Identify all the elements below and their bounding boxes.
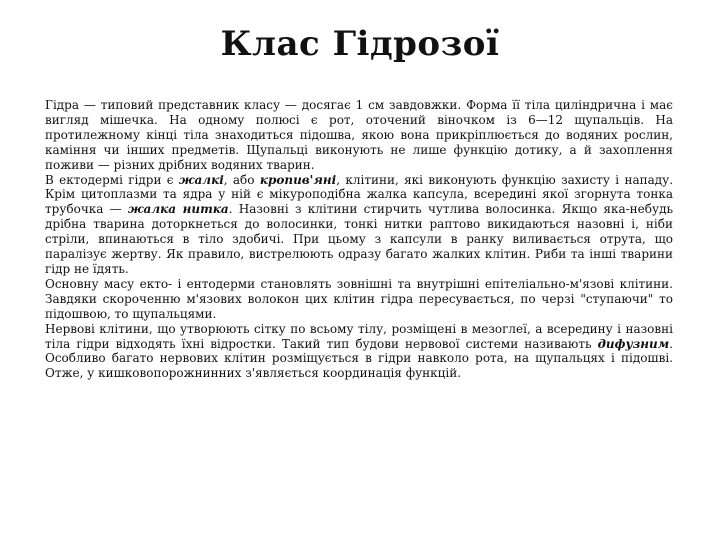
text-run: , або: [223, 172, 260, 187]
paragraph-nervous-system: [45, 322, 673, 382]
body-text: [45, 98, 673, 381]
text-run: . Назовні з клітини стирчить чутлива волосинка. Якщо яка-небудь дрібна тварина доторкнеться до волосинки, тонкі нитки раптово викидаються назовні і, ніби стріли, впинаються в тіло здобичі. При цьому з капсули в ранку виливається отрута, що паралізує жертву. Як правило, вистрелюють одразу багато жалких клітин. Риби та інші тварини гідр не їдять.: [45, 202, 673, 276]
term-stinging-thread: жалка нитка: [127, 202, 229, 217]
text-run: . Особливо багато нервових клітин розміщується в гідри навколо рота, на щупальцях і підошві. Отже, у кишковопорожнинних з'являється координація функцій.: [45, 336, 673, 381]
page-title: Клас Гідрозої: [220, 24, 500, 64]
term-diffuse: дифузним: [597, 336, 670, 351]
paragraph-hydra-description: Гідра — типовий представник класу — досягає 1 см завдовжки. Форма її тіла циліндрична і має вигляд мішечка. На одному полюсі є рот, оточений віночком із 6—12 щупальців. На протилежному кінці тіла знаходиться підошва, якою вона прикріплюється до водяних рослин, каміння чи інших предметів. Щупальці виконують не лише функцію дотику, а й захоплення поживи — різних дрібних водяних тварин.: [45, 98, 673, 172]
text-run: , клітини, які виконують функцію захисту і нападу. Крім цитоплазми та ядра у ній є мікуроподібна жалка капсула, всередині якої згорнута тонка трубочка —: [45, 172, 674, 217]
term-stinging: жалкі: [178, 172, 224, 187]
term-nettle: кропив'яні: [259, 172, 337, 187]
paragraph-stinging-cells: [45, 173, 673, 277]
text-run: В ектодермі гідри є: [45, 172, 179, 187]
paragraph-epithelial-cells: Основну масу екто- і ентодерми становлять зовнішні та внутрішні епітеліально-м'язові клітини. Завдяки скороченню м'язових волокон цих клітин гідра пересувається, по черзі "ступаючи" то підошвою, то щупальцями.: [45, 276, 673, 321]
text-run: Нервові клітини, що утворюють сітку по всьому тілу, розміщені в мезоглеї, а всередину і назовні тіла гідри відходять їхні відростки. Такий тип будови нервової системи називають: [45, 321, 673, 351]
